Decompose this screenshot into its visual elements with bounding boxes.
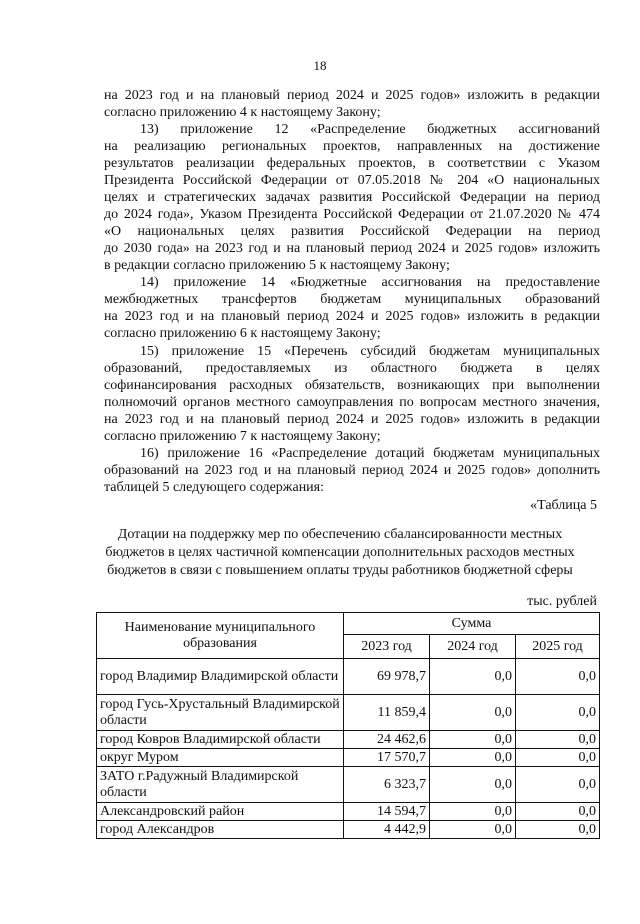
table-row bbox=[97, 659, 600, 695]
cell-2025: 0,0 bbox=[516, 821, 600, 839]
body-text-line: «О национальных целях развития Российской Федерации на период bbox=[104, 224, 600, 239]
cell-2023: 17 570,7 bbox=[344, 749, 430, 767]
cell-2023: 4 442,9 bbox=[344, 821, 430, 839]
cell-name: Александровский район bbox=[97, 803, 344, 821]
cell-2025: 0,0 bbox=[516, 695, 600, 731]
table-row bbox=[97, 731, 600, 749]
table-title-line: бюджетов в целях частичной компенсации дополнительных расходов местных bbox=[105, 545, 575, 560]
body-text-line: до 2024 года», Указом Президента Российской Федерации от 21.07.2020 № 474 bbox=[104, 207, 600, 222]
body-text-line: на 2023 год и на плановый период 2024 и 2025 годов» изложить в редакции bbox=[104, 412, 600, 427]
table-row bbox=[97, 821, 600, 839]
body-text-line: на 2023 год и на плановый период 2024 и 2025 годов» изложить в редакции bbox=[104, 309, 600, 324]
cell-name: город Ковров Владимирской области bbox=[97, 731, 344, 749]
body-text-line: на реализацию региональных проектов, направленных на достижение bbox=[104, 139, 600, 154]
body-text-line: целях и стратегических задачах развития Российской Федерации на период bbox=[104, 190, 600, 205]
cell-name: город Владимир Владимирской области bbox=[97, 659, 344, 695]
table-label: «Таблица 5 bbox=[530, 498, 597, 513]
cell-2025: 0,0 bbox=[516, 749, 600, 767]
table-title-line: бюджетов в связи с повышением оплаты труды работников бюджетной сферы bbox=[107, 563, 573, 578]
body-text-line: 13) приложение 12 «Распределение бюджетных ассигнований bbox=[140, 122, 600, 137]
header-name: Наименование муниципального образования bbox=[97, 613, 344, 659]
body-text-line: согласно приложению 4 к настоящему Закону; bbox=[104, 105, 381, 120]
page-number: 18 bbox=[313, 58, 327, 73]
body-text-line: образований, предоставляемых из областного бюджета в целях bbox=[104, 361, 600, 376]
table-title-line: Дотации на поддержку мер по обеспечению сбалансированности местных bbox=[117, 527, 563, 542]
body-text-line: до 2030 года» на 2023 год и на плановый период 2024 и 2025 годов» изложить bbox=[104, 241, 600, 256]
body-text-line: полномочий органов местного самоуправления по вопросам местного значения, bbox=[104, 395, 600, 410]
body-text-line: 14) приложение 14 «Бюджетные ассигнования на предоставление bbox=[140, 275, 600, 290]
cell-2025: 0,0 bbox=[516, 731, 600, 749]
table-row bbox=[97, 749, 600, 767]
cell-name: город Гусь-Хрустальный Владимирской области bbox=[97, 695, 344, 731]
cell-2023: 6 323,7 bbox=[344, 767, 430, 803]
header-year: 2024 год bbox=[430, 635, 516, 659]
cell-2024: 0,0 bbox=[430, 821, 516, 839]
cell-name: ЗАТО г.Радужный Владимирской области bbox=[97, 767, 344, 803]
table-row bbox=[97, 803, 600, 821]
cell-2024: 0,0 bbox=[430, 659, 516, 695]
body-text-line: 15) приложение 15 «Перечень субсидий бюджетам муниципальных bbox=[140, 344, 600, 359]
body-text-line: результатов реализации федеральных проектов, в соответствии с Указом bbox=[104, 156, 600, 171]
cell-2023: 24 462,6 bbox=[344, 731, 430, 749]
body-text-line: Президента Российской Федерации от 07.05.2018 № 204 «О национальных bbox=[104, 173, 600, 188]
cell-2025: 0,0 bbox=[516, 659, 600, 695]
header-sum: Сумма bbox=[344, 613, 600, 635]
header-year: 2025 год bbox=[516, 635, 600, 659]
body-text-line: 16) приложение 16 «Распределение дотаций бюджетам муниципальных bbox=[140, 446, 600, 461]
cell-2024: 0,0 bbox=[430, 749, 516, 767]
cell-2024: 0,0 bbox=[430, 803, 516, 821]
cell-2024: 0,0 bbox=[430, 731, 516, 749]
cell-2023: 69 978,7 bbox=[344, 659, 430, 695]
cell-name: округ Муром bbox=[97, 749, 344, 767]
cell-name: город Александров bbox=[97, 821, 344, 839]
body-text-line: согласно приложению 6 к настоящему Закону; bbox=[104, 326, 381, 341]
cell-2023: 11 859,4 bbox=[344, 695, 430, 731]
cell-2023: 14 594,7 bbox=[344, 803, 430, 821]
body-text-line: согласно приложению 7 к настоящему Закону; bbox=[104, 429, 381, 444]
body-text-line: таблицей 5 следующего содержания: bbox=[104, 480, 325, 495]
body-text-line: на 2023 год и на плановый период 2024 и 2025 годов» изложить в редакции bbox=[104, 88, 600, 103]
body-text-line: софинансирования расходных обязательств, возникающих при выполнении bbox=[104, 378, 600, 393]
table-row bbox=[97, 767, 600, 803]
cell-2025: 0,0 bbox=[516, 803, 600, 821]
body-text-line: межбюджетных трансфертов бюджетам муниципальных образований bbox=[104, 292, 600, 307]
cell-2024: 0,0 bbox=[430, 695, 516, 731]
units-label: тыс. рублей bbox=[527, 594, 597, 609]
table-row bbox=[97, 695, 600, 731]
subsidy-table bbox=[96, 612, 600, 839]
cell-2024: 0,0 bbox=[430, 767, 516, 803]
body-text-line: образований на 2023 год и на плановый период 2024 и 2025 годов» дополнить bbox=[104, 463, 600, 478]
cell-2025: 0,0 bbox=[516, 767, 600, 803]
body-text-line: в редакции согласно приложению 5 к настоящему Закону; bbox=[104, 258, 450, 273]
header-year: 2023 год bbox=[344, 635, 430, 659]
